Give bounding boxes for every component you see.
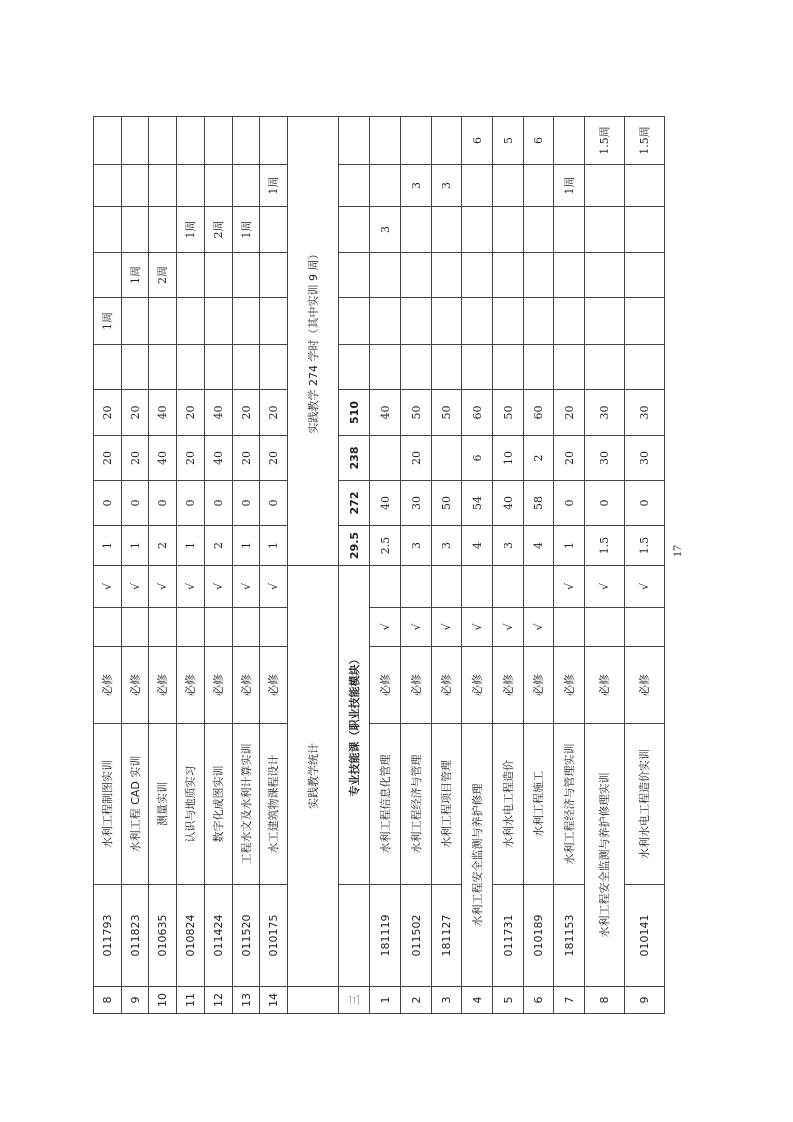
- seq-cell: 5: [493, 987, 524, 1014]
- w1-cell: [149, 298, 177, 345]
- c8-cell: 50: [432, 481, 462, 526]
- c9-cell: 2: [524, 436, 554, 481]
- w2-cell: [462, 253, 493, 298]
- c8-cell: 0: [585, 481, 625, 526]
- c9-cell: 20: [177, 436, 205, 481]
- check-cell: √: [94, 566, 122, 608]
- w2-cell: [233, 253, 260, 298]
- credits-cell: 2.5: [370, 526, 401, 566]
- c5-cell: [94, 608, 122, 647]
- check-cell: √: [260, 566, 288, 608]
- c5-cell: √: [401, 608, 432, 647]
- course-type-cell: 必修: [554, 647, 585, 724]
- w3-cell: 3: [370, 207, 401, 253]
- c10-cell: 40: [205, 390, 233, 436]
- w1-cell: [462, 298, 493, 345]
- w4-cell: [585, 165, 625, 207]
- empty-cell: [585, 345, 625, 390]
- credits-cell: 1.5: [585, 526, 625, 566]
- w1-cell: [493, 298, 524, 345]
- course-name-cell: 工程水文及水利计算实训: [233, 724, 260, 885]
- c10-cell: 20: [122, 390, 149, 436]
- course-name-cell: 水利工程项目管理: [432, 724, 462, 885]
- w5-cell: [205, 117, 233, 165]
- course-code-cell: 011424: [205, 885, 233, 987]
- section-seq: 三: [339, 987, 370, 1014]
- course-type-cell: 必修: [462, 647, 493, 724]
- credits-cell: 4: [462, 526, 493, 566]
- w2-cell: [493, 253, 524, 298]
- c8-cell: 0: [94, 481, 122, 526]
- credits-cell: 1.5: [625, 526, 665, 566]
- w1-cell: 1周: [94, 298, 122, 345]
- course-name-cell: 数字化成图实训: [205, 724, 233, 885]
- w1-cell: [233, 298, 260, 345]
- seq-cell: 7: [554, 987, 585, 1014]
- c10-cell: 20: [260, 390, 288, 436]
- seq-cell: 14: [260, 987, 288, 1014]
- c9-cell: 20: [401, 436, 432, 481]
- w2-cell: [585, 253, 625, 298]
- w3-cell: [524, 207, 554, 253]
- empty-cell: [339, 253, 370, 298]
- w4-cell: 3: [401, 165, 432, 207]
- empty-cell: [94, 345, 122, 390]
- w3-cell: [462, 207, 493, 253]
- check-cell: [401, 566, 432, 608]
- w5-cell: [122, 117, 149, 165]
- c10-cell: 30: [625, 390, 665, 436]
- c8-cell: 0: [122, 481, 149, 526]
- check-cell: √: [205, 566, 233, 608]
- course-code-cell: 011502: [401, 885, 432, 987]
- course-name-cell: 水利工程经济与管理实训: [554, 724, 585, 885]
- w3-cell: [260, 207, 288, 253]
- w2-cell: [94, 253, 122, 298]
- c5-cell: [233, 608, 260, 647]
- table-row: [524, 117, 554, 1014]
- empty-cell: [401, 345, 432, 390]
- course-type-cell: 必修: [94, 647, 122, 724]
- c5-cell: √: [432, 608, 462, 647]
- c10-cell: 40: [370, 390, 401, 436]
- check-cell: [524, 566, 554, 608]
- credits-cell: 2: [205, 526, 233, 566]
- w4-cell: 3: [432, 165, 462, 207]
- table-row: [432, 117, 462, 1014]
- empty-cell: [339, 207, 370, 253]
- section-row: [339, 117, 370, 1014]
- w2-cell: [554, 253, 585, 298]
- w2-cell: 2周: [149, 253, 177, 298]
- w4-cell: [233, 165, 260, 207]
- table-row: [493, 117, 524, 1014]
- c10-cell: 60: [524, 390, 554, 436]
- w4-cell: [524, 165, 554, 207]
- c8-cell: 40: [370, 481, 401, 526]
- c10-cell: 20: [177, 390, 205, 436]
- w3-cell: [625, 207, 665, 253]
- c10-cell: 40: [149, 390, 177, 436]
- w3-cell: [149, 207, 177, 253]
- w1-cell: [432, 298, 462, 345]
- credits-cell: 2: [149, 526, 177, 566]
- w3-cell: 1周: [177, 207, 205, 253]
- table-row: [233, 117, 260, 1014]
- c8-cell: 0: [554, 481, 585, 526]
- c5-cell: √: [462, 608, 493, 647]
- seq-cell: 8: [94, 987, 122, 1014]
- c9-cell: 20: [260, 436, 288, 481]
- section-credits: 29.5: [339, 526, 370, 566]
- w5-cell: [233, 117, 260, 165]
- course-name-cell: 认识与地质实习: [177, 724, 205, 885]
- w5-cell: [94, 117, 122, 165]
- empty-cell: [625, 345, 665, 390]
- w5-cell: [177, 117, 205, 165]
- empty-cell: [462, 345, 493, 390]
- c5-cell: [260, 608, 288, 647]
- c10-cell: 50: [401, 390, 432, 436]
- seq-cell: 2: [401, 987, 432, 1014]
- w3-cell: [401, 207, 432, 253]
- section-label: 专业技能课（职业技能模块）: [339, 566, 370, 885]
- c8-cell: 54: [462, 481, 493, 526]
- check-cell: √: [625, 566, 665, 608]
- empty-cell: [554, 345, 585, 390]
- c5-cell: √: [370, 608, 401, 647]
- course-code-cell: 011793: [94, 885, 122, 987]
- c8-cell: 0: [233, 481, 260, 526]
- c9-cell: 20: [94, 436, 122, 481]
- c5-cell: [585, 608, 625, 647]
- course-type-cell: 必修: [260, 647, 288, 724]
- c9-cell: 20: [122, 436, 149, 481]
- w2-cell: [401, 253, 432, 298]
- seq-cell: 12: [205, 987, 233, 1014]
- c8-cell: 0: [625, 481, 665, 526]
- check-cell: √: [149, 566, 177, 608]
- c5-cell: [149, 608, 177, 647]
- w5-cell: 5: [493, 117, 524, 165]
- table-row: [462, 117, 493, 1014]
- c5-cell: √: [493, 608, 524, 647]
- course-code-cell: 011823: [122, 885, 149, 987]
- seq-cell: 11: [177, 987, 205, 1014]
- w3-cell: [122, 207, 149, 253]
- c5-cell: [625, 608, 665, 647]
- empty-cell: [149, 345, 177, 390]
- course-code-cell: 181153: [554, 885, 585, 987]
- w4-cell: [94, 165, 122, 207]
- w2-cell: [205, 253, 233, 298]
- empty-cell: [233, 345, 260, 390]
- course-code-cell: 010824: [177, 885, 205, 987]
- c8-cell: 30: [401, 481, 432, 526]
- c5-cell: [554, 608, 585, 647]
- c8-cell: 40: [493, 481, 524, 526]
- w4-cell: [370, 165, 401, 207]
- c5-cell: √: [524, 608, 554, 647]
- course-type-cell: 必修: [625, 647, 665, 724]
- table-row: [122, 117, 149, 1014]
- c9-cell: 10: [493, 436, 524, 481]
- seq-cell: 3: [432, 987, 462, 1014]
- credits-cell: 4: [524, 526, 554, 566]
- empty-cell: [524, 345, 554, 390]
- course-name-cell: 测量实训: [149, 724, 177, 885]
- table-row: [205, 117, 233, 1014]
- curriculum-table: [93, 116, 665, 1014]
- empty-cell: [339, 345, 370, 390]
- w5-cell: [401, 117, 432, 165]
- c8-cell: 58: [524, 481, 554, 526]
- course-type-cell: 必修: [401, 647, 432, 724]
- w3-cell: [493, 207, 524, 253]
- c10-cell: 50: [432, 390, 462, 436]
- w4-cell: [149, 165, 177, 207]
- w5-cell: [432, 117, 462, 165]
- course-code-cell: 011520: [233, 885, 260, 987]
- w1-cell: [524, 298, 554, 345]
- c10-cell: 20: [554, 390, 585, 436]
- c9-cell: 40: [149, 436, 177, 481]
- empty-cell: [339, 298, 370, 345]
- w1-cell: [205, 298, 233, 345]
- c10-cell: 60: [462, 390, 493, 436]
- seq-cell: 10: [149, 987, 177, 1014]
- w2-cell: [370, 253, 401, 298]
- course-type-cell: 必修: [177, 647, 205, 724]
- empty-cell: [260, 345, 288, 390]
- w5-cell: [554, 117, 585, 165]
- credits-cell: 3: [401, 526, 432, 566]
- course-type-cell: 必修: [205, 647, 233, 724]
- w4-cell: [493, 165, 524, 207]
- w5-cell: 6: [524, 117, 554, 165]
- practice-stat-summary: 实践教学 274 学时（其中实训 9 周）: [288, 117, 339, 566]
- c5-cell: [122, 608, 149, 647]
- w2-cell: [625, 253, 665, 298]
- w1-cell: [260, 298, 288, 345]
- w4-cell: [625, 165, 665, 207]
- c9-cell: 30: [585, 436, 625, 481]
- course-code-cell: 181119: [370, 885, 401, 987]
- course-name-cell: 水利水电工程造价实训: [625, 724, 665, 885]
- credits-cell: 1: [233, 526, 260, 566]
- w1-cell: [122, 298, 149, 345]
- w1-cell: [370, 298, 401, 345]
- w4-cell: 1周: [260, 165, 288, 207]
- w1-cell: [177, 298, 205, 345]
- w3-cell: [94, 207, 122, 253]
- course-type-cell: 必修: [432, 647, 462, 724]
- w5-cell: 6: [462, 117, 493, 165]
- check-cell: √: [585, 566, 625, 608]
- table-row: [554, 117, 585, 1014]
- c8-cell: 0: [177, 481, 205, 526]
- course-type-cell: 必修: [122, 647, 149, 724]
- check-cell: √: [177, 566, 205, 608]
- c10-cell: 20: [233, 390, 260, 436]
- w2-cell: 1周: [122, 253, 149, 298]
- w3-cell: 1周: [233, 207, 260, 253]
- course-name-cell: 水利工程施工: [524, 724, 554, 885]
- w1-cell: [585, 298, 625, 345]
- course-type-cell: 必修: [585, 647, 625, 724]
- practice-stat-label: 实践教学统计: [288, 566, 339, 987]
- course-type-cell: 必修: [233, 647, 260, 724]
- w3-cell: 2周: [205, 207, 233, 253]
- empty-cell: [288, 987, 339, 1014]
- course-name-cell: 水工建筑物课程设计: [260, 724, 288, 885]
- page-number: 17: [670, 545, 684, 557]
- table-row: [94, 117, 122, 1014]
- credits-cell: 1: [177, 526, 205, 566]
- credits-cell: 1: [260, 526, 288, 566]
- course-code-cell: 181127: [432, 885, 462, 987]
- credits-cell: 3: [493, 526, 524, 566]
- course-name-cell: 水利工程安全监测与养护修理: [462, 724, 493, 987]
- course-code-cell: 011731: [493, 885, 524, 987]
- section-c8: 272: [339, 481, 370, 526]
- c9-cell: 20: [233, 436, 260, 481]
- seq-cell: 8: [585, 987, 625, 1014]
- credits-cell: 3: [432, 526, 462, 566]
- w5-cell: 1.5周: [585, 117, 625, 165]
- empty-cell: [205, 345, 233, 390]
- w2-cell: [432, 253, 462, 298]
- course-name-cell: 水利工程制图实训: [94, 724, 122, 885]
- c9-cell: 6: [462, 436, 493, 481]
- table-row: [625, 117, 665, 1014]
- w2-cell: [524, 253, 554, 298]
- c8-cell: 0: [205, 481, 233, 526]
- empty-cell: [122, 345, 149, 390]
- c9-cell: [432, 436, 462, 481]
- w1-cell: [401, 298, 432, 345]
- check-cell: √: [554, 566, 585, 608]
- empty-cell: [339, 165, 370, 207]
- seq-cell: 1: [370, 987, 401, 1014]
- c10-cell: 30: [585, 390, 625, 436]
- empty-cell: [493, 345, 524, 390]
- w4-cell: 1周: [554, 165, 585, 207]
- check-cell: √: [233, 566, 260, 608]
- c9-cell: [370, 436, 401, 481]
- w4-cell: [177, 165, 205, 207]
- check-cell: [370, 566, 401, 608]
- check-cell: [462, 566, 493, 608]
- empty-cell: [432, 345, 462, 390]
- w4-cell: [462, 165, 493, 207]
- seq-cell: 9: [122, 987, 149, 1014]
- w3-cell: [554, 207, 585, 253]
- section-c9: 238: [339, 436, 370, 481]
- seq-cell: 13: [233, 987, 260, 1014]
- course-code-cell: 010141: [625, 885, 665, 987]
- course-name-cell: 水利水电工程造价: [493, 724, 524, 885]
- w2-cell: [177, 253, 205, 298]
- credits-cell: 1: [122, 526, 149, 566]
- c8-cell: 0: [149, 481, 177, 526]
- check-cell: [432, 566, 462, 608]
- empty-cell: [370, 345, 401, 390]
- seq-cell: 9: [625, 987, 665, 1014]
- table-row: [370, 117, 401, 1014]
- table-row: [401, 117, 432, 1014]
- c10-cell: 20: [94, 390, 122, 436]
- empty-cell: [177, 345, 205, 390]
- table-row: [260, 117, 288, 1014]
- c5-cell: [177, 608, 205, 647]
- course-type-cell: 必修: [149, 647, 177, 724]
- c5-cell: [205, 608, 233, 647]
- course-name-cell: 水利工程 CAD 实训: [122, 724, 149, 885]
- c10-cell: 50: [493, 390, 524, 436]
- table-row: [149, 117, 177, 1014]
- w4-cell: [205, 165, 233, 207]
- w5-cell: [149, 117, 177, 165]
- course-code-cell: 010175: [260, 885, 288, 987]
- c9-cell: 40: [205, 436, 233, 481]
- course-type-cell: 必修: [524, 647, 554, 724]
- practice-stat-row: [288, 117, 339, 1014]
- w5-cell: [260, 117, 288, 165]
- c9-cell: 30: [625, 436, 665, 481]
- section-c10: 510: [339, 390, 370, 436]
- c9-cell: 20: [554, 436, 585, 481]
- w2-cell: [260, 253, 288, 298]
- check-cell: √: [122, 566, 149, 608]
- w3-cell: [585, 207, 625, 253]
- course-name-cell: 水利工程信息化管理: [370, 724, 401, 885]
- course-code-cell: 010189: [524, 885, 554, 987]
- credits-cell: 1: [94, 526, 122, 566]
- table-row: [177, 117, 205, 1014]
- seq-cell: 6: [524, 987, 554, 1014]
- course-type-cell: 必修: [493, 647, 524, 724]
- w1-cell: [554, 298, 585, 345]
- w3-cell: [432, 207, 462, 253]
- w5-cell: [370, 117, 401, 165]
- empty-cell: [339, 117, 370, 165]
- course-name-cell: 水利工程经济与管理: [401, 724, 432, 885]
- table-row: [585, 117, 625, 1014]
- c8-cell: 0: [260, 481, 288, 526]
- w1-cell: [625, 298, 665, 345]
- empty-cell: [339, 885, 370, 987]
- course-code-cell: 010635: [149, 885, 177, 987]
- seq-cell: 4: [462, 987, 493, 1014]
- w4-cell: [122, 165, 149, 207]
- check-cell: [493, 566, 524, 608]
- credits-cell: 1: [554, 526, 585, 566]
- course-type-cell: 必修: [370, 647, 401, 724]
- w5-cell: 1.5周: [625, 117, 665, 165]
- curriculum-table-rotated: [93, 117, 664, 1014]
- course-name-cell: 水利工程安全监测与养护修理实训: [585, 724, 625, 987]
